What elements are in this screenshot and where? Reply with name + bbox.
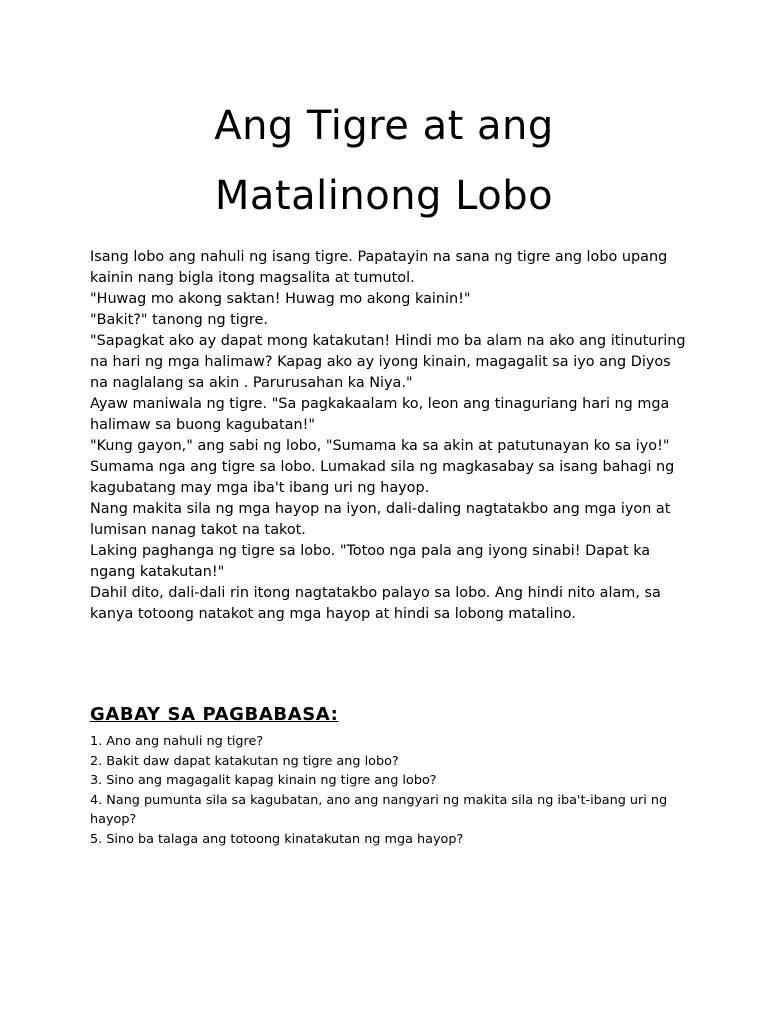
story-body xyxy=(90,247,690,625)
story-paragraph: Sumama nga ang tigre sa lobo. Lumakad sila ng magkasabay sa isang bahagi ng kagubatang may mga iba't ibang uri ng hayop. xyxy=(90,459,675,496)
title-line-2: Matalinong Lobo xyxy=(214,173,554,219)
question-item: 3. Sino ang magagalit kapag kinain ng tigre ang lobo? xyxy=(90,773,437,788)
story-paragraph: Nang makita sila ng mga hayop na iyon, dali-daling nagtatakbo ang mga iyon at lumisan nanag takot na takot. xyxy=(90,501,671,538)
story-paragraph: Isang lobo ang nahuli ng isang tigre. Papatayin na sana ng tigre ang lobo upang kainin nang bigla itong magsalita at tumutol. xyxy=(90,249,668,286)
story-paragraph: "Huwag mo akong saktan! Huwag mo akong kainin!" xyxy=(90,291,471,307)
question-item: 5. Sino ba talaga ang totoong kinatakutan ng mga hayop? xyxy=(90,831,464,847)
question-item: 2. Bakit daw dapat katakutan ng tigre ang lobo? xyxy=(90,753,399,769)
story-paragraph: Laking paghanga ng tigre sa lobo. "Totoo nga pala ang iyong sinabi! Dapat ka ngang katakutan!" xyxy=(90,543,651,580)
question-list xyxy=(90,732,680,849)
story-paragraph: Dahil dito, dali-dali rin itong nagtatakbo palayo sa lobo. Ang hindi nito alam, sa kanya totoong natakot ang mga hayop at hindi sa lobong matalino. xyxy=(90,585,661,622)
story-paragraph: "Sapagkat ako ay dapat mong katakutan! Hindi mo ba alam na ako ang itinuturing na hari ng mga halimaw? Kapag ako ay iyong kinain, magagalit sa iyo ang Diyos na naglalang sa akin . Parurusahan ka Niya." xyxy=(90,333,686,391)
question-item: 1. Ano ang nahuli ng tigre? xyxy=(90,734,264,749)
reading-guide-heading: GABAY SA PAGBABASA: xyxy=(90,704,339,725)
story-paragraph: Ayaw maniwala ng tigre. "Sa pagkakaalam ko, leon ang tinaguriang hari ng mga halimaw sa buong kagubatan!" xyxy=(90,396,670,433)
story-paragraph: "Kung gayon," ang sabi ng lobo, "Sumama ka sa akin at patutunayan ko sa iyo!" xyxy=(90,438,670,454)
question-item: 4. Nang pumunta sila sa kagubatan, ano ang nangyari ng makita sila ng iba't-ibang uri ng hayop? xyxy=(90,792,668,827)
title-line-1: Ang Tigre at ang xyxy=(214,103,554,149)
story-paragraph: "Bakit?" tanong ng tigre. xyxy=(90,312,268,328)
